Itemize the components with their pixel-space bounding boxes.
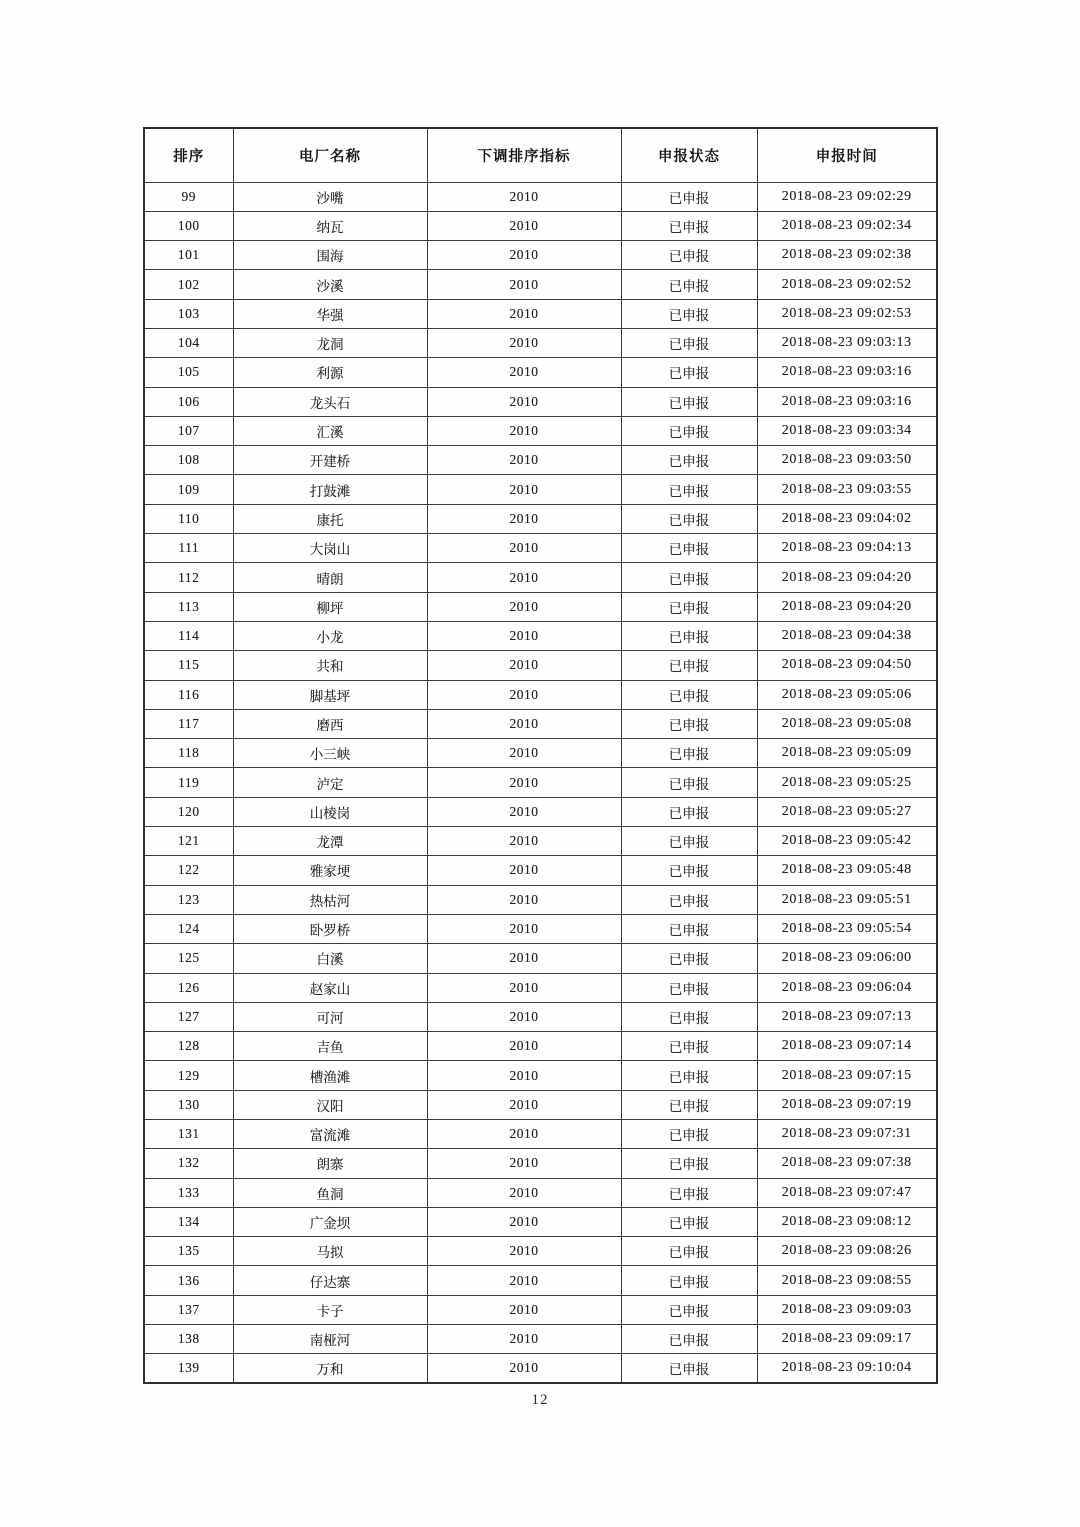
cell-rank: 122: [144, 856, 233, 885]
table-row: [144, 914, 937, 943]
cell-status: 已申报: [621, 1061, 757, 1090]
table-row: [144, 1266, 937, 1295]
table-row: [144, 592, 937, 621]
cell-indicator: 2010: [427, 592, 621, 621]
cell-status: 已申报: [621, 1295, 757, 1324]
cell-indicator: 2010: [427, 211, 621, 240]
cell-status: 已申报: [621, 475, 757, 504]
cell-indicator: 2010: [427, 1266, 621, 1295]
cell-status: 已申报: [621, 328, 757, 357]
cell-plant-name: 龙潭: [233, 827, 427, 856]
cell-plant-name: 朗寨: [233, 1149, 427, 1178]
cell-indicator: 2010: [427, 416, 621, 445]
cell-indicator: 2010: [427, 739, 621, 768]
table-row: [144, 944, 937, 973]
cell-plant-name: 柳坪: [233, 592, 427, 621]
cell-time: 2018-08-23 09:07:38: [757, 1149, 937, 1178]
cell-rank: 129: [144, 1061, 233, 1090]
cell-rank: 100: [144, 211, 233, 240]
cell-time: 2018-08-23 09:05:48: [757, 856, 937, 885]
cell-time: 2018-08-23 09:05:09: [757, 739, 937, 768]
table-row: [144, 504, 937, 533]
cell-indicator: 2010: [427, 299, 621, 328]
cell-rank: 99: [144, 182, 233, 211]
table-row: [144, 797, 937, 826]
cell-time: 2018-08-23 09:02:52: [757, 270, 937, 299]
cell-time: 2018-08-23 09:09:03: [757, 1295, 937, 1324]
table-row: [144, 651, 937, 680]
cell-plant-name: 仔达寨: [233, 1266, 427, 1295]
cell-status: 已申报: [621, 827, 757, 856]
table-row: [144, 739, 937, 768]
cell-time: 2018-08-23 09:02:29: [757, 182, 937, 211]
cell-rank: 130: [144, 1090, 233, 1119]
cell-plant-name: 吉鱼: [233, 1032, 427, 1061]
cell-status: 已申报: [621, 1178, 757, 1207]
cell-status: 已申报: [621, 387, 757, 416]
cell-indicator: 2010: [427, 563, 621, 592]
cell-time: 2018-08-23 09:05:42: [757, 827, 937, 856]
table-row: [144, 1061, 937, 1090]
cell-indicator: 2010: [427, 680, 621, 709]
cell-rank: 103: [144, 299, 233, 328]
cell-plant-name: 热枯河: [233, 885, 427, 914]
cell-indicator: 2010: [427, 1325, 621, 1354]
cell-indicator: 2010: [427, 885, 621, 914]
header-row: [144, 128, 937, 182]
cell-time: 2018-08-23 09:07:19: [757, 1090, 937, 1119]
cell-plant-name: 白溪: [233, 944, 427, 973]
cell-rank: 119: [144, 768, 233, 797]
cell-rank: 106: [144, 387, 233, 416]
cell-plant-name: 利源: [233, 358, 427, 387]
cell-plant-name: 卡子: [233, 1295, 427, 1324]
cell-indicator: 2010: [427, 1237, 621, 1266]
cell-plant-name: 围海: [233, 241, 427, 270]
cell-indicator: 2010: [427, 182, 621, 211]
cell-plant-name: 沙溪: [233, 270, 427, 299]
cell-indicator: 2010: [427, 1090, 621, 1119]
table-row: [144, 1002, 937, 1031]
table-row: [144, 885, 937, 914]
cell-status: 已申报: [621, 1237, 757, 1266]
cell-time: 2018-08-23 09:03:34: [757, 416, 937, 445]
cell-plant-name: 康托: [233, 504, 427, 533]
table-row: [144, 621, 937, 650]
cell-time: 2018-08-23 09:06:04: [757, 973, 937, 1002]
cell-status: 已申报: [621, 768, 757, 797]
table-row: [144, 534, 937, 563]
cell-plant-name: 脚基坪: [233, 680, 427, 709]
cell-status: 已申报: [621, 680, 757, 709]
cell-status: 已申报: [621, 973, 757, 1002]
cell-rank: 134: [144, 1207, 233, 1236]
cell-rank: 133: [144, 1178, 233, 1207]
cell-indicator: 2010: [427, 1295, 621, 1324]
cell-status: 已申报: [621, 1002, 757, 1031]
table-row: [144, 856, 937, 885]
cell-indicator: 2010: [427, 328, 621, 357]
cell-plant-name: 小三峡: [233, 739, 427, 768]
table-header: [144, 128, 937, 182]
table-row: [144, 475, 937, 504]
cell-plant-name: 可河: [233, 1002, 427, 1031]
cell-plant-name: 小龙: [233, 621, 427, 650]
cell-status: 已申报: [621, 651, 757, 680]
cell-time: 2018-08-23 09:08:26: [757, 1237, 937, 1266]
cell-indicator: 2010: [427, 1149, 621, 1178]
cell-plant-name: 山棱岗: [233, 797, 427, 826]
cell-time: 2018-08-23 09:07:14: [757, 1032, 937, 1061]
cell-indicator: 2010: [427, 827, 621, 856]
cell-status: 已申报: [621, 504, 757, 533]
cell-status: 已申报: [621, 797, 757, 826]
cell-time: 2018-08-23 09:10:04: [757, 1354, 937, 1383]
cell-time: 2018-08-23 09:05:51: [757, 885, 937, 914]
cell-indicator: 2010: [427, 1061, 621, 1090]
cell-plant-name: 晴朗: [233, 563, 427, 592]
cell-status: 已申报: [621, 270, 757, 299]
cell-status: 已申报: [621, 182, 757, 211]
cell-time: 2018-08-23 09:07:31: [757, 1120, 937, 1149]
cell-rank: 115: [144, 651, 233, 680]
cell-plant-name: 万和: [233, 1354, 427, 1383]
table-row: [144, 416, 937, 445]
cell-indicator: 2010: [427, 1032, 621, 1061]
cell-time: 2018-08-23 09:04:02: [757, 504, 937, 533]
cell-status: 已申报: [621, 1090, 757, 1119]
cell-time: 2018-08-23 09:02:38: [757, 241, 937, 270]
cell-indicator: 2010: [427, 709, 621, 738]
cell-indicator: 2010: [427, 914, 621, 943]
declaration-table: [143, 127, 938, 1384]
cell-status: 已申报: [621, 885, 757, 914]
cell-rank: 104: [144, 328, 233, 357]
cell-rank: 126: [144, 973, 233, 1002]
cell-plant-name: 开建桥: [233, 446, 427, 475]
cell-status: 已申报: [621, 1032, 757, 1061]
cell-time: 2018-08-23 09:03:13: [757, 328, 937, 357]
cell-rank: 101: [144, 241, 233, 270]
table-row: [144, 358, 937, 387]
cell-rank: 136: [144, 1266, 233, 1295]
cell-plant-name: 雅家埂: [233, 856, 427, 885]
cell-status: 已申报: [621, 563, 757, 592]
cell-rank: 123: [144, 885, 233, 914]
cell-indicator: 2010: [427, 1207, 621, 1236]
cell-plant-name: 汉阳: [233, 1090, 427, 1119]
cell-rank: 108: [144, 446, 233, 475]
cell-time: 2018-08-23 09:05:27: [757, 797, 937, 826]
cell-plant-name: 共和: [233, 651, 427, 680]
cell-rank: 131: [144, 1120, 233, 1149]
cell-rank: 139: [144, 1354, 233, 1383]
cell-plant-name: 广金坝: [233, 1207, 427, 1236]
cell-rank: 124: [144, 914, 233, 943]
cell-time: 2018-08-23 09:05:06: [757, 680, 937, 709]
cell-time: 2018-08-23 09:05:08: [757, 709, 937, 738]
cell-status: 已申报: [621, 299, 757, 328]
cell-indicator: 2010: [427, 241, 621, 270]
table-row: [144, 1354, 937, 1383]
cell-status: 已申报: [621, 914, 757, 943]
cell-time: 2018-08-23 09:02:53: [757, 299, 937, 328]
cell-rank: 135: [144, 1237, 233, 1266]
cell-time: 2018-08-23 09:03:50: [757, 446, 937, 475]
cell-indicator: 2010: [427, 1178, 621, 1207]
cell-status: 已申报: [621, 709, 757, 738]
column-header-indicator: 下调排序指标: [427, 128, 621, 182]
cell-time: 2018-08-23 09:07:47: [757, 1178, 937, 1207]
cell-indicator: 2010: [427, 1120, 621, 1149]
column-header-status: 申报状态: [621, 128, 757, 182]
table-row: [144, 328, 937, 357]
cell-status: 已申报: [621, 739, 757, 768]
table-row: [144, 211, 937, 240]
cell-plant-name: 马拟: [233, 1237, 427, 1266]
cell-indicator: 2010: [427, 856, 621, 885]
table-row: [144, 768, 937, 797]
cell-rank: 112: [144, 563, 233, 592]
cell-plant-name: 沙嘴: [233, 182, 427, 211]
cell-plant-name: 汇溪: [233, 416, 427, 445]
cell-rank: 118: [144, 739, 233, 768]
cell-indicator: 2010: [427, 446, 621, 475]
table-row: [144, 241, 937, 270]
cell-rank: 120: [144, 797, 233, 826]
table-row: [144, 446, 937, 475]
cell-time: 2018-08-23 09:09:17: [757, 1325, 937, 1354]
cell-rank: 116: [144, 680, 233, 709]
cell-time: 2018-08-23 09:04:38: [757, 621, 937, 650]
table-row: [144, 973, 937, 1002]
cell-plant-name: 打鼓滩: [233, 475, 427, 504]
cell-time: 2018-08-23 09:06:00: [757, 944, 937, 973]
cell-indicator: 2010: [427, 973, 621, 1002]
page-number: 12: [531, 1392, 549, 1408]
cell-plant-name: 南桠河: [233, 1325, 427, 1354]
cell-indicator: 2010: [427, 651, 621, 680]
cell-rank: 132: [144, 1149, 233, 1178]
cell-time: 2018-08-23 09:05:25: [757, 768, 937, 797]
cell-rank: 110: [144, 504, 233, 533]
cell-status: 已申报: [621, 856, 757, 885]
table-row: [144, 270, 937, 299]
cell-time: 2018-08-23 09:05:54: [757, 914, 937, 943]
cell-status: 已申报: [621, 1266, 757, 1295]
cell-status: 已申报: [621, 1207, 757, 1236]
cell-time: 2018-08-23 09:03:16: [757, 387, 937, 416]
cell-status: 已申报: [621, 1325, 757, 1354]
cell-indicator: 2010: [427, 768, 621, 797]
cell-plant-name: 华强: [233, 299, 427, 328]
cell-rank: 113: [144, 592, 233, 621]
cell-status: 已申报: [621, 211, 757, 240]
cell-time: 2018-08-23 09:04:20: [757, 592, 937, 621]
cell-time: 2018-08-23 09:02:34: [757, 211, 937, 240]
cell-indicator: 2010: [427, 1354, 621, 1383]
cell-rank: 102: [144, 270, 233, 299]
table-row: [144, 827, 937, 856]
column-header-time: 申报时间: [757, 128, 937, 182]
cell-status: 已申报: [621, 1149, 757, 1178]
cell-status: 已申报: [621, 592, 757, 621]
table-row: [144, 1325, 937, 1354]
table-row: [144, 709, 937, 738]
cell-rank: 117: [144, 709, 233, 738]
table-row: [144, 1295, 937, 1324]
cell-status: 已申报: [621, 621, 757, 650]
cell-rank: 109: [144, 475, 233, 504]
cell-time: 2018-08-23 09:08:55: [757, 1266, 937, 1295]
table-row: [144, 1178, 937, 1207]
table-row: [144, 563, 937, 592]
cell-rank: 114: [144, 621, 233, 650]
cell-rank: 127: [144, 1002, 233, 1031]
cell-rank: 111: [144, 534, 233, 563]
cell-status: 已申报: [621, 241, 757, 270]
cell-plant-name: 纳瓦: [233, 211, 427, 240]
table-row: [144, 387, 937, 416]
cell-status: 已申报: [621, 534, 757, 563]
cell-plant-name: 龙头石: [233, 387, 427, 416]
cell-status: 已申报: [621, 446, 757, 475]
cell-plant-name: 富流滩: [233, 1120, 427, 1149]
cell-plant-name: 龙洞: [233, 328, 427, 357]
column-header-rank: 排序: [144, 128, 233, 182]
cell-indicator: 2010: [427, 387, 621, 416]
cell-indicator: 2010: [427, 358, 621, 387]
cell-status: 已申报: [621, 416, 757, 445]
cell-plant-name: 槽渔滩: [233, 1061, 427, 1090]
cell-plant-name: 磨西: [233, 709, 427, 738]
cell-rank: 138: [144, 1325, 233, 1354]
cell-plant-name: 卧罗桥: [233, 914, 427, 943]
table-row: [144, 1090, 937, 1119]
cell-rank: 121: [144, 827, 233, 856]
table-row: [144, 299, 937, 328]
cell-time: 2018-08-23 09:03:16: [757, 358, 937, 387]
cell-rank: 107: [144, 416, 233, 445]
cell-indicator: 2010: [427, 504, 621, 533]
cell-rank: 137: [144, 1295, 233, 1324]
cell-rank: 105: [144, 358, 233, 387]
table-row: [144, 1032, 937, 1061]
cell-plant-name: 赵家山: [233, 973, 427, 1002]
cell-status: 已申报: [621, 358, 757, 387]
cell-plant-name: 泸定: [233, 768, 427, 797]
cell-status: 已申报: [621, 1120, 757, 1149]
table-row: [144, 182, 937, 211]
cell-indicator: 2010: [427, 797, 621, 826]
cell-indicator: 2010: [427, 944, 621, 973]
cell-indicator: 2010: [427, 475, 621, 504]
table-row: [144, 1237, 937, 1266]
table-row: [144, 680, 937, 709]
cell-plant-name: 大岗山: [233, 534, 427, 563]
table-body: [144, 182, 937, 1383]
cell-status: 已申报: [621, 944, 757, 973]
cell-time: 2018-08-23 09:03:55: [757, 475, 937, 504]
cell-status: 已申报: [621, 1354, 757, 1383]
cell-plant-name: 鱼洞: [233, 1178, 427, 1207]
cell-indicator: 2010: [427, 534, 621, 563]
cell-time: 2018-08-23 09:04:13: [757, 534, 937, 563]
cell-time: 2018-08-23 09:07:13: [757, 1002, 937, 1031]
cell-rank: 125: [144, 944, 233, 973]
table-row: [144, 1207, 937, 1236]
cell-indicator: 2010: [427, 270, 621, 299]
table-row: [144, 1120, 937, 1149]
cell-time: 2018-08-23 09:04:20: [757, 563, 937, 592]
table-row: [144, 1149, 937, 1178]
cell-indicator: 2010: [427, 621, 621, 650]
cell-rank: 128: [144, 1032, 233, 1061]
column-header-name: 电厂名称: [233, 128, 427, 182]
cell-time: 2018-08-23 09:04:50: [757, 651, 937, 680]
cell-time: 2018-08-23 09:07:15: [757, 1061, 937, 1090]
cell-indicator: 2010: [427, 1002, 621, 1031]
cell-time: 2018-08-23 09:08:12: [757, 1207, 937, 1236]
